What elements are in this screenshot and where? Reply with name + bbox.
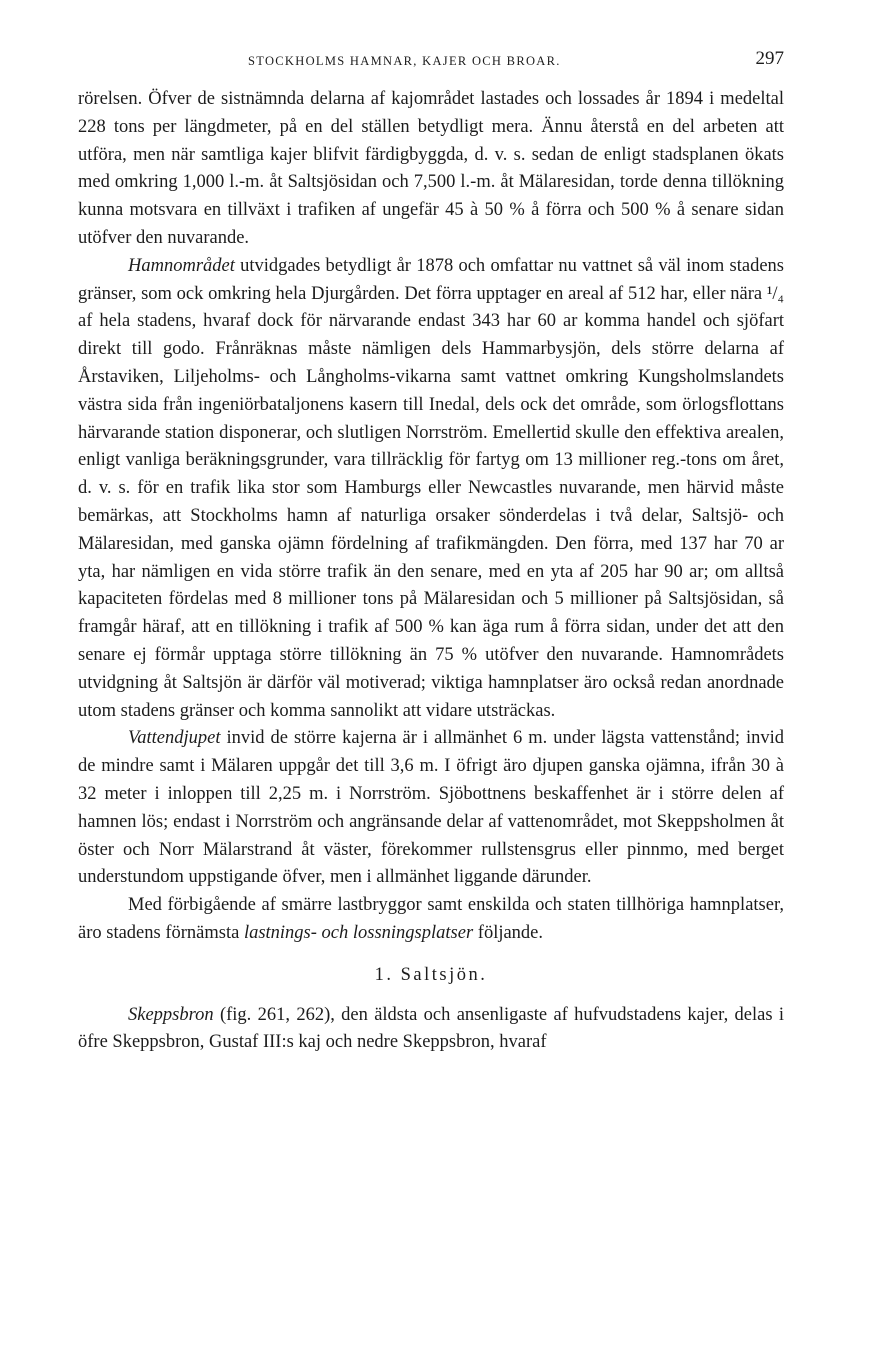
paragraph-vattendjupet [78, 725, 784, 892]
paragraph-hamnplatser [78, 892, 784, 948]
page-header [78, 48, 786, 74]
paragraph-continuation [78, 86, 784, 253]
paragraph-hamnomradet [78, 253, 784, 726]
running-title: STOCKHOLMS HAMNAR, KAJER OCH BROAR. [248, 54, 561, 68]
paragraph-5-text: (fig. 261, 262), den äldsta och ansenligaste af hufvudstadens kajer, delas i öfre Skeppsbron, Gustaf III:s kaj och nedre Skeppsbron, hvaraf [78, 1004, 784, 1053]
paragraph-1-text: rörelsen. Öfver de sistnämnda delarna af kajområdet lastades och lossades år 1894 i medeltal 228 tons per längdmeter, på en del ställen betydligt mera. Ännu återstå en del arbeten att utföra, men när samtliga kajer blifvit färdigbyggda, d. v. s. sedan de enligt stadsplanen ökats med omkring 1,000 l.-m. åt Saltsjösidan och 7,500 l.-m. åt Mälaresidan, torde denna tillökning kunna motsvara en tillväxt i trafiken af ungefär 45 à 50 % å förra och 500 % å senare sidan utöfver den nuvarande. [78, 89, 784, 248]
fraction-quarter: ¹/₄ [766, 283, 784, 304]
paragraph-3-text: invid de större kajerna är i allmänhet 6 m. under lägsta vattenstånd; invid de mindre samt i Mälaren uppgår det till 3,6 m. I öfrigt äro djupen ganska ojämna, ifrån 30 à 32 meter i inloppen till 2,25 m. i Norrström. Sjöbottnens beskaffenhet är i större delen af hamnen lös; endast i Norrström och angränsande delar af vattenområdet, mot Skeppsholmen åt öster och Norr Mälarstrand åt väster, förekommer rullstensgrus eller pinnmo, med berget understundom uppstigande öfver, men i allmänhet liggande därunder. [78, 728, 784, 888]
body-text [78, 86, 784, 1057]
paragraph-2-text-a: utvidgades betydligt år 1878 och omfattar nu vattnet så väl inom stadens gränser, som ock omkring hela Djurgården. Det förra upptager en areal af 512 har, eller nära [78, 255, 784, 304]
vattendjupet-term: Vattendjupet [128, 728, 221, 749]
page-number: 297 [755, 48, 784, 69]
paragraph-4-text-b: följande. [473, 922, 544, 943]
hamnomradet-term: Hamnområdet [128, 255, 235, 276]
section-heading: 1. Saltsjön. [374, 964, 488, 985]
paragraph-4-text-a: Med förbigående af smärre lastbryggor samt enskilda och staten tillhöriga hamnplatser, äro stadens förnämsta [78, 895, 784, 943]
paragraph-2-text-b: af hela stadens, hvaraf dock för närvarande endast 343 har 60 ar komma handel och sjöfart direkt till godo. Frånräknas måste nämligen dels Hammarbysjön, dels större delarna af Årstaviken, Liljeholms- och Långholms-vikarna samt vattnet omkring Kungsholmslandets västra sida från ingeniörbataljonens kasern till Inedal, dels ock det område, som örlogsflottans härvarande station disponerar, och slutligen Norrström. Emellertid skulle den effektiva arealen, enligt vanliga beräkningsgrunder, vara tillräcklig för fartyg om 13 millioner reg.-tons om året, d. v. s. för en trafik lika stor som Hamburgs eller Newcastles nuvarande, men härvid måste bemärkas, att Stockholms hamn af naturliga orsaker sönderdelas i två delar, Saltsjö- och Mälaresidan, med ganska ojämn fördelning af trafikmängden. Den förra, med 137 har 70 ar yta, har nämligen en vida större trafik än den senare, med en yta af 205 har 90 ar; om alltså kapaciteten fördelas med 8 millioner tons på Mälaresidan och 5 millioner på Saltsjösidan, så framgår häraf, att en tillökning i trafik af 500 % kan äga rum å förra sidan, under det att den senare ej förmår upptaga större tillökning än 75 % utöfver den nuvarande. Hamnområdets utvidgning åt Saltsjön är därför väl motiverad; viktiga hamnplatser äro också redan anordnade utom stadens gränser och komma sannolikt att vidare utsträckas. [78, 311, 784, 721]
skeppsbron-term: Skeppsbron [128, 1004, 214, 1025]
lastningsplatser-term: lastnings- och lossningsplatser [243, 922, 474, 943]
paragraph-skeppsbron [78, 1002, 784, 1058]
